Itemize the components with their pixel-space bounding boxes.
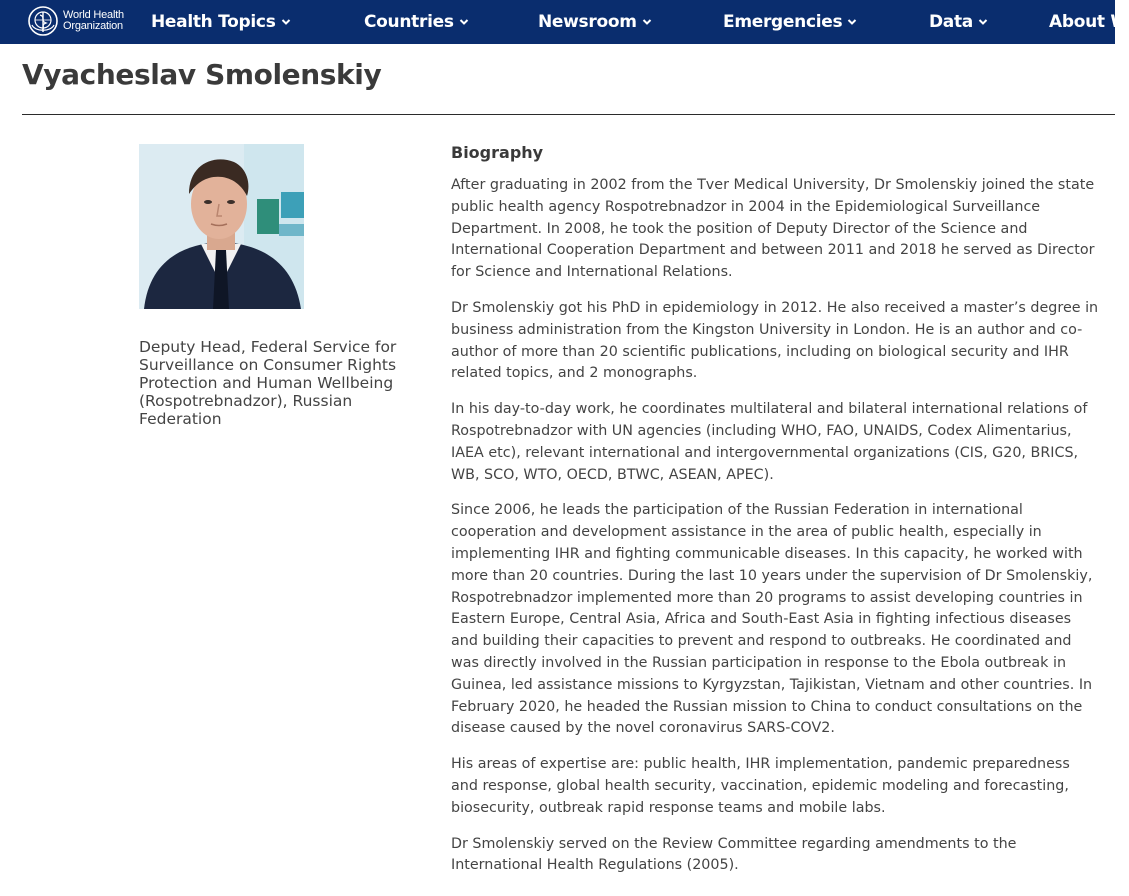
- bio-paragraph: Since 2006, he leads the participation of the Russian Federation in international cooperation and development assistance in the area of public health, especially in implementing IHR and fighting communicable diseases. In this capacity, he worked with more than 20 countries. During the last 10 years under the supervision of Dr Smolenskiy, Rospotrebnadzor implemented more than 20 programs to assist developing countries in Eastern Europe, Central Asia, Africa and South-East Asia in fighting infectious diseases and building their capacities to prevent and respond to outbreaks. He coordinated and was directly involved in the Russian participation in response to the Ebola outbreak in Guinea, led assistance missions to Kyrgyzstan, Tajikistan, Vietnam and other countries. In February 2020, he headed the Russian mission to China to conduct consultations on the disease caused by the novel coronavirus SARS-COV2.: [451, 502, 1093, 737]
- chevron-down-icon: [459, 17, 469, 27]
- logo-text: [63, 10, 133, 32]
- nav-item-label: Emergencies: [723, 12, 843, 32]
- nav-item-label: Data: [929, 12, 973, 32]
- chevron-down-icon: [642, 17, 652, 27]
- bio-paragraph: Dr Smolenskiy served on the Review Committee regarding amendments to the International Health Regulations (2005).: [451, 835, 1017, 874]
- title-divider: [22, 114, 1115, 115]
- chevron-down-icon: [978, 17, 988, 27]
- nav-emergencies[interactable]: [723, 0, 857, 44]
- top-navigation: [0, 0, 1129, 44]
- bio-paragraph: In his day-to-day work, he coordinates multilateral and bilateral international relations of Rospotrebnadzor with UN agencies (including WHO, FAO, UNAIDS, Codex Alimentarius, IAEA etc), relevant international and intergovernmental organizations (CIS, G20, BRICS, WB, SCO, WTO, OECD, BTWC, ASEAN, APEC).: [451, 401, 1088, 483]
- page-title: Vyacheslav Smolenskiy: [22, 58, 382, 91]
- biography-section: [451, 143, 1101, 891]
- avatar: [139, 144, 304, 309]
- nav-about[interactable]: [1049, 0, 1129, 44]
- biography-heading: Biography: [451, 143, 544, 162]
- chevron-down-icon: [847, 17, 857, 27]
- profile-position: Deputy Head, Federal Service for Surveillance on Consumer Rights Protection and Human Wellbeing (Rospotrebnadzor), Russian Federation: [139, 338, 397, 428]
- chevron-down-icon: [281, 17, 291, 27]
- nav-item-label: Health Topics: [151, 12, 276, 32]
- nav-health-topics[interactable]: [151, 0, 291, 44]
- who-logo[interactable]: [27, 5, 133, 37]
- bio-paragraph: His areas of expertise are: public health, IHR implementation, pandemic preparedness and response, global health security, vaccination, epidemic modeling and forecasting, biosecurity, outbreak rapid response teams and mobile labs.: [451, 756, 1070, 816]
- nav-newsroom[interactable]: [538, 0, 652, 44]
- nav-countries[interactable]: [364, 0, 469, 44]
- profile-photo: [139, 144, 304, 309]
- nav-item-label: Newsroom: [538, 12, 637, 32]
- logo-line-2: Organization: [63, 20, 123, 32]
- bio-paragraph: After graduating in 2002 from the Tver Medical University, Dr Smolenskiy joined the state public health agency Rospotrebnadzor in 2004 in the Epidemiological Surveillance Department. In 2008, he took the position of Deputy Director of the Science and International Cooperation Department and between 2011 and 2018 he served as Director for Science and International Relations.: [451, 177, 1095, 281]
- bio-paragraph: Dr Smolenskiy got his PhD in epidemiology in 2012. He also received a master’s degree in business administration from the Kingston University in London. He is an author and co-author of more than 20 scientific publications, including on biological security and IHR related topics, and 2 monographs.: [451, 299, 1099, 382]
- nav-data[interactable]: [929, 0, 988, 44]
- logo-line-1: World Health: [63, 9, 124, 21]
- nav-item-label: Countries: [364, 12, 454, 32]
- who-emblem-icon: [27, 5, 59, 37]
- nav-item-label: About W: [1049, 12, 1129, 32]
